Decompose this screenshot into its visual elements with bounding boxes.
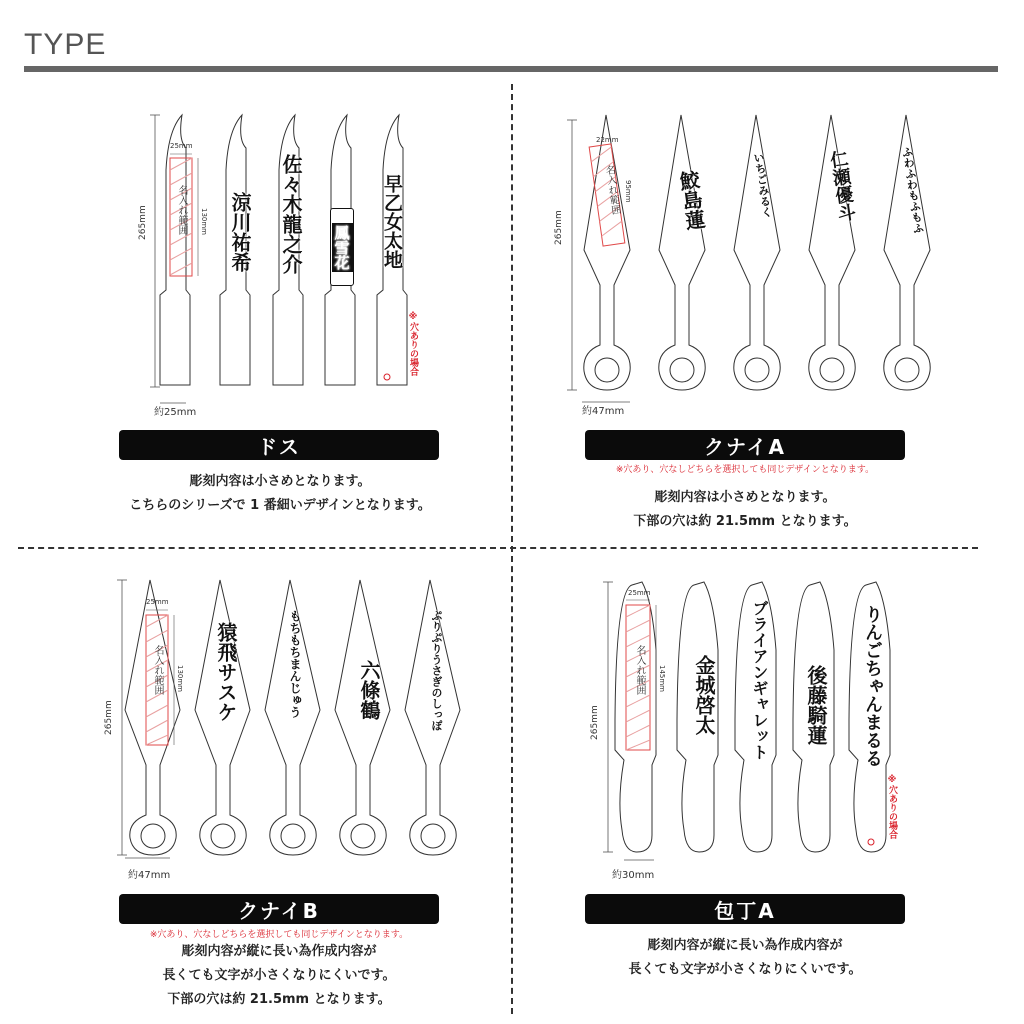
kunai-b-red-note: ※穴あり、穴なしどちらを選択しても同じデザインとなります。 — [149, 930, 409, 940]
dos-name-3: 鳳雪花 — [332, 224, 351, 270]
kunai-a-type-label: クナイA — [585, 430, 905, 460]
dos-width-label: 約25mm — [154, 407, 197, 418]
kunai-b-area-width: 25mm — [146, 598, 169, 606]
kunai-a-name-1: 鮫島蓮 — [674, 168, 708, 232]
houchou-desc-line-1: 彫刻内容が縦に長い為作成内容が — [647, 938, 843, 953]
houchou-height-label: 265mm — [590, 705, 600, 740]
houchou-type-label: 包丁A — [585, 894, 905, 924]
dos-hole-note: ※穴ありの場合 — [408, 312, 418, 376]
houchou-area-height: 145mm — [658, 665, 666, 692]
kunai-b-name-4: ぷりぷりうさぎのしっぽ — [430, 610, 443, 731]
kunai-a-drawing — [512, 90, 1012, 420]
kunai-b-width-label: 約47mm — [128, 870, 171, 881]
kunai-a-name-2: いちごみるく — [751, 151, 774, 219]
panel-kunai-b — [0, 560, 500, 1020]
houchou-name-3: 後藤騎蓮 — [804, 665, 828, 745]
kunai-a-description — [545, 486, 945, 534]
kunai-b-type-label: クナイB — [119, 894, 439, 924]
kunai-a-name-3: 仁瀬優斗 — [826, 148, 857, 224]
kunai-b-desc-line-1: 彫刻内容が縦に長い為作成内容が — [181, 944, 377, 959]
dos-desc-line-2: こちらのシリーズで 1 番細いデザインとなります。 — [129, 498, 431, 513]
dos-area-height: 130mm — [200, 208, 208, 235]
panel-dos — [0, 90, 500, 550]
kunai-b-drawing — [0, 560, 500, 890]
dos-height-label: 265mm — [138, 205, 148, 240]
kunai-b-name-2: もちもちまんじゅう — [288, 610, 302, 718]
kunai-a-height-label: 265mm — [554, 210, 564, 245]
kunai-a-outline-2 — [659, 115, 705, 390]
kunai-a-area-label: 名入れ範囲 — [602, 164, 621, 216]
kunai-a-width-label: 約47mm — [582, 406, 625, 417]
kunai-b-outline-1 — [125, 580, 180, 855]
houchou-description — [545, 934, 945, 982]
dos-type-label: ドス — [119, 430, 439, 460]
panel-houchou-a — [512, 560, 1012, 1020]
kunai-a-desc-line-2: 下部の穴は約 21.5mm となります。 — [633, 514, 857, 529]
kunai-a-area-width: 22mm — [596, 136, 619, 144]
kunai-b-name-1: 猿飛サスケ — [214, 622, 238, 722]
kunai-a-area-height: 95mm — [624, 180, 632, 203]
houchou-area-width: 25mm — [628, 589, 651, 597]
kunai-a-red-note: ※穴あり、穴なしどちらを選択しても同じデザインとなります。 — [615, 465, 875, 475]
title-underline — [24, 66, 998, 72]
kunai-b-area-height: 130mm — [176, 665, 184, 692]
dos-area-width: 25mm — [170, 142, 193, 150]
houchou-area-label: 名入れ範囲 — [634, 645, 645, 695]
houchou-desc-line-2: 長くても文字が小さくなりにくいです。 — [628, 962, 862, 977]
page-title: TYPE — [24, 28, 107, 61]
kunai-a-desc-line-1: 彫刻内容は小さめとなります。 — [654, 490, 836, 505]
dos-name-1: 涼川祐希 — [228, 192, 252, 272]
panel-kunai-a — [512, 90, 1012, 550]
kunai-b-height-label: 265mm — [104, 700, 114, 735]
houchou-name-4: りんごちゃんまるる — [862, 605, 883, 767]
houchou-name-2: ブライアンギャレット — [750, 600, 769, 760]
dos-desc-line-1: 彫刻内容は小さめとなります。 — [189, 474, 371, 489]
dos-outline-1 — [160, 115, 190, 385]
dos-name-4: 早乙女太地 — [381, 174, 403, 269]
dos-name-3-box — [330, 208, 354, 286]
hole-marker — [384, 374, 390, 380]
houchou-name-1: 金城啓太 — [692, 655, 716, 735]
kunai-b-description — [79, 940, 479, 1012]
dos-name-2: 佐々木龍之介 — [279, 154, 303, 274]
houchou-width-label: 約30mm — [612, 870, 655, 881]
kunai-b-name-3: 六條鶴 — [357, 660, 381, 720]
kunai-b-desc-line-2: 長くても文字が小さくなりにくいです。 — [162, 968, 396, 983]
kunai-b-area-label: 名入れ範囲 — [152, 645, 163, 695]
kunai-a-name-4: ふわふわもふもふ — [899, 145, 926, 235]
dos-area-label: 名入れ範囲 — [176, 185, 187, 235]
kunai-b-desc-line-3: 下部の穴は約 21.5mm となります。 — [167, 992, 391, 1007]
houchou-hole-note: ※穴ありの場合 — [887, 775, 897, 839]
dos-description — [80, 470, 480, 518]
